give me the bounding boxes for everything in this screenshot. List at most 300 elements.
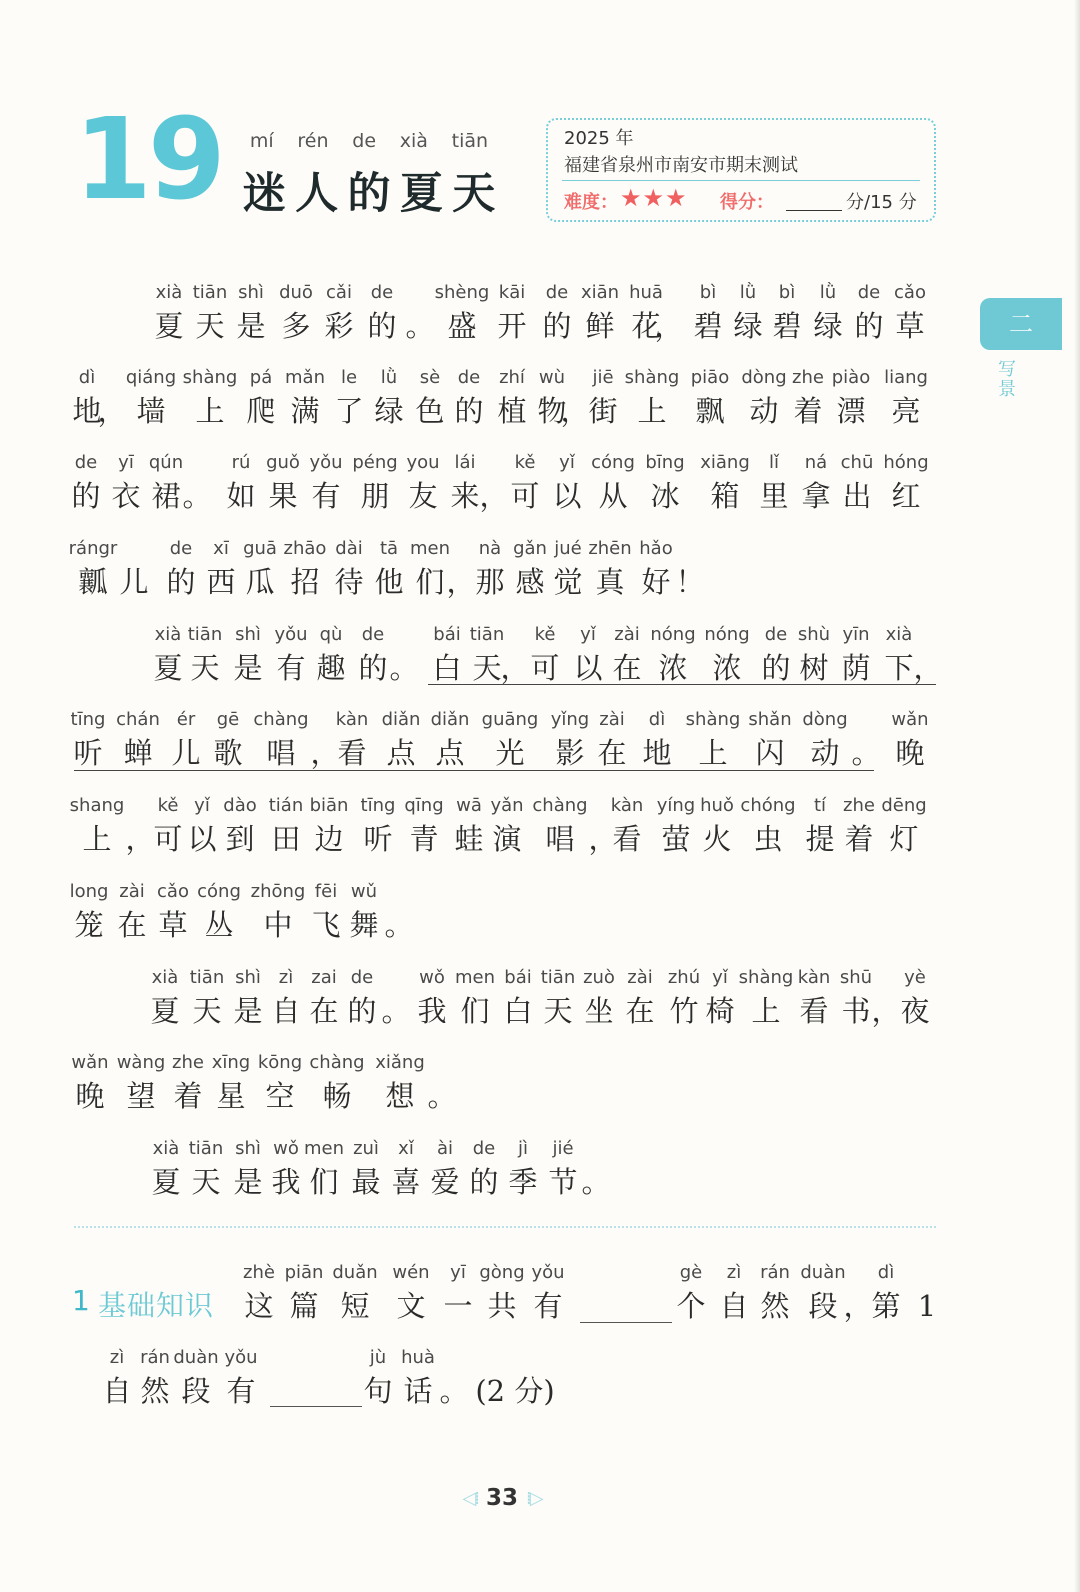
pinyin: zài [119,881,145,902]
hanzi: ， [654,309,684,343]
hanzi: 红 [891,479,921,513]
pinyin: shū [839,967,873,988]
hanzi: 白 [503,994,533,1028]
hanzi: 书 [841,994,871,1028]
pinyin: tiān [188,1138,224,1159]
pinyin: de [472,1138,496,1159]
pinyin: kě [534,624,556,645]
score-label: 得分： [720,192,774,213]
passage-char-cell [620,536,760,602]
hanzi: 一 [443,1289,473,1323]
pinyin: jù [369,1347,387,1368]
hanzi: 街 [588,394,618,428]
hanzi: 灯 [889,822,919,856]
hanzi: 花 [631,309,661,343]
pinyin: duàn [173,1347,219,1368]
pinyin: yǐ [194,795,210,816]
hanzi: 夏 [151,1165,181,1199]
question-char-cell [478,1260,618,1326]
difficulty-label: 难度： [564,192,618,213]
pinyin: tiān [189,967,225,988]
pinyin: shàng [624,367,680,388]
hanzi: ， [125,822,155,856]
hanzi: 可 [153,822,183,856]
pinyin: guǒ [266,452,300,473]
passage-line [0,622,1080,692]
hanzi: 西 [206,565,236,599]
hanzi: 友 [408,479,438,513]
hanzi: 喜 [391,1165,421,1199]
hanzi: 们 [415,565,445,599]
difficulty-stars-icon: ★★★ [620,184,688,212]
pinyin: xià [154,624,182,645]
hanzi: 望 [126,1079,156,1113]
pinyin: qún [148,452,184,473]
hanzi: 在 [309,994,339,1028]
hanzi: 果 [268,479,298,513]
hanzi: 在 [612,651,642,685]
pinyin: bīng [645,452,685,473]
answer-blank-sentences[interactable] [270,1406,362,1407]
passage-line [0,1050,1080,1120]
pinyin: zhe [172,1052,204,1073]
title-char: 夏 [399,169,443,219]
pinyin: huǒ [700,795,734,816]
hanzi: 色 [415,394,445,428]
pinyin: piào [831,367,871,388]
pinyin: dēng [881,795,927,816]
pinyin: diǎn [430,709,470,730]
hanzi: 看 [612,822,642,856]
pinyin: duō [279,282,313,303]
hanzi: 们 [309,1165,339,1199]
pinyin: shì [235,967,261,988]
pinyin: tīng [360,795,396,816]
pinyin: qù [319,624,343,645]
passage-line [0,450,1080,520]
pinyin: yíng [656,795,696,816]
hanzi: 。 [389,651,419,685]
hanzi: 句 [363,1374,393,1408]
hanzi: 有 [533,1289,563,1323]
hanzi: 想 [385,1079,415,1113]
passage-line [0,1136,1080,1206]
passage-line [0,280,1080,350]
hanzi: 绿 [733,309,763,343]
hanzi: 待 [334,565,364,599]
hanzi: 盛 [447,309,477,343]
hanzi: 提 [805,822,835,856]
pinyin: xiān [580,282,620,303]
hanzi: 。 [405,309,435,343]
pinyin: de [545,282,569,303]
pinyin: bì [699,282,717,303]
pinyin: yǎn [490,795,524,816]
answer-blank-paragraphs[interactable] [580,1322,672,1323]
title-pinyin: tiān [451,130,489,152]
pinyin: de [361,624,385,645]
question-line [0,1345,1080,1415]
pinyin: wǒ [273,1138,299,1159]
hanzi: 自 [271,994,301,1028]
passage-char-cell [845,965,985,1031]
hanzi: 可 [530,651,560,685]
pinyin: ài [436,1138,454,1159]
passage-line [0,536,1080,606]
hanzi: 边 [314,822,344,856]
pinyin: de [457,367,481,388]
hanzi: 里 [759,479,789,513]
hanzi: 如 [226,479,256,513]
hanzi: 夏 [150,994,180,1028]
hanzi: 影 [555,736,585,770]
pinyin: men [409,538,451,559]
hanzi: 季 [508,1165,538,1199]
hanzi: 歌 [213,736,243,770]
hanzi: 动 [810,736,840,770]
hanzi: 天 [191,1165,221,1199]
pinyin: dài [335,538,363,559]
pinyin: wàng [116,1052,166,1073]
hanzi: 天 [543,994,573,1028]
hanzi: ， [446,565,476,599]
title-char: 人 [295,169,339,219]
hanzi: 听 [363,822,393,856]
hanzi: 1 [917,1289,937,1323]
hanzi: 在 [597,736,627,770]
hanzi: 天 [472,651,502,685]
passage-char-cell [840,707,980,773]
hanzi: 这 [244,1289,274,1323]
hanzi: 天 [195,309,225,343]
title-pinyin: rén [297,130,329,152]
pinyin: gòng [479,1262,525,1283]
hanzi: ， [97,394,127,428]
hanzi: 从 [598,479,628,513]
hanzi: 节 [548,1165,578,1199]
pinyin: yǐ [580,624,596,645]
hanzi: 裙 [151,479,181,513]
hanzi: 畅 [322,1079,352,1113]
unit-tab[interactable]: 二 [980,298,1062,350]
hanzi: 绿 [813,309,843,343]
hanzi: 了 [334,394,364,428]
hanzi: 晚 [895,736,925,770]
pinyin: chū [840,452,874,473]
question-char-cell [857,1260,997,1326]
hanzi: 我 [417,994,447,1028]
pinyin: huā [629,282,663,303]
hanzi: 空 [265,1079,295,1113]
pinyin: zhe [843,795,875,816]
hanzi: 听 [73,736,103,770]
hanzi: 是 [233,1165,263,1199]
pinyin [620,536,760,562]
pinyin: shǎn [748,709,792,730]
hanzi: 看 [337,736,367,770]
exam-year: 2025 年 [564,128,634,149]
pinyin: shì [235,624,261,645]
hanzi: 地 [642,736,672,770]
pinyin: wén [392,1262,430,1283]
pinyin: wǎn [891,709,929,730]
hanzi: 夏 [153,651,183,685]
pinyin: jué [554,538,582,559]
hanzi: 墙 [136,394,166,428]
hanzi: 有 [276,651,306,685]
hanzi: 。 [581,1165,611,1199]
pinyin: xià [155,282,183,303]
hanzi: 。 [439,1374,469,1408]
lesson-title [238,130,500,221]
hanzi: 的 [347,994,377,1028]
hanzi: 们 [460,994,490,1028]
hanzi: 到 [225,822,255,856]
hanzi: 物 [537,394,567,428]
pinyin: cóng [591,452,635,473]
pinyin: zhēn [588,538,632,559]
hanzi: 段 [181,1374,211,1408]
hanzi: 儿 [171,736,201,770]
pinyin: xià [152,1138,180,1159]
hanzi: 植 [497,394,527,428]
pinyin: de [857,282,881,303]
passage-line [0,707,1080,777]
question-number: 1 [72,1284,90,1317]
hanzi: 。 [182,479,212,513]
pinyin: liang [884,367,928,388]
hanzi: 的 [367,309,397,343]
hanzi: 飞 [311,908,341,942]
hanzi: 的 [542,309,572,343]
page-number: 33 [485,1485,518,1511]
pinyin: chàng [253,709,309,730]
pinyin: cóng [197,881,241,902]
hanzi: ， [843,1289,873,1323]
passage-char-cell [836,365,976,431]
hanzi: 我 [271,1165,301,1199]
passage-char-cell [372,1050,512,1116]
pinyin: fēi [314,881,338,902]
hanzi: 的 [761,651,791,685]
pinyin: biān [309,795,349,816]
pinyin: lái [454,452,476,473]
title-pinyin: de [352,130,377,152]
pinyin: jì [517,1138,528,1159]
hanzi: 竹 [669,994,699,1028]
hanzi: 彩 [324,309,354,343]
pinyin: yǐng [550,709,590,730]
pinyin: guā [243,538,277,559]
passage-char-cell [526,1136,666,1202]
pinyin: jiē [592,367,614,388]
pinyin: chán [116,709,160,730]
pinyin [372,1050,512,1076]
pinyin: cǎo [157,881,189,902]
hanzi: 他 [374,565,404,599]
pinyin: xiāng [700,452,750,473]
hanzi: 最 [351,1165,381,1199]
pinyin [857,1260,997,1286]
hanzi: 点 [435,736,465,770]
pinyin: zhāo [283,538,327,559]
hanzi: 有 [311,479,341,513]
pinyin: tā [379,538,399,559]
hanzi: 的 [469,1165,499,1199]
pinyin: wǎn [71,1052,109,1073]
hanzi: 蝉 [123,736,153,770]
title-char: 的 [347,169,391,219]
page-deco-left-icon: ◁⁞ [462,1487,478,1509]
pinyin: rú [231,452,251,473]
pinyin: zhe [792,367,824,388]
hanzi: 唱 [266,736,296,770]
pinyin: yī [450,1262,466,1283]
pinyin: zai [311,967,337,988]
pinyin: duàn [800,1262,846,1283]
passage-char-cell [840,280,980,346]
hanzi: 段 [808,1289,838,1323]
hanzi: 碧 [693,309,723,343]
hanzi: 多 [281,309,311,343]
pinyin: jié [552,1138,574,1159]
pinyin: péng [352,452,398,473]
pinyin: duǎn [332,1262,378,1283]
hanzi: 浓 [712,651,742,685]
pinyin: kàn [610,795,644,816]
pinyin: lǜ [819,282,837,303]
pinyin: de [764,624,788,645]
hanzi: ！ [675,565,705,599]
pinyin: zài [599,709,625,730]
hanzi: 碧 [772,309,802,343]
hanzi: 自 [102,1374,132,1408]
hanzi: 第 [871,1289,901,1323]
hanzi: 草 [158,908,188,942]
pinyin: kàn [797,967,831,988]
info-divider [562,180,920,181]
question-label: 基础知识 [98,1289,215,1322]
hanzi: 椅 [705,994,735,1028]
pinyin: yǒu [274,624,308,645]
pinyin: you [406,452,440,473]
hanzi: 拿 [801,479,831,513]
pinyin: nóng [650,624,696,645]
hanzi: 觉 [553,565,583,599]
hanzi: 满 [290,394,320,428]
hanzi: 短 [340,1289,370,1323]
hanzi: 在 [625,994,655,1028]
pinyin: wǔ [350,881,378,902]
pinyin: dòng [741,367,787,388]
hanzi: 树 [799,651,829,685]
pinyin: yǒu [309,452,343,473]
hanzi: 飘 [695,394,725,428]
hanzi: 以 [552,479,582,513]
pinyin: shàng [685,709,741,730]
pinyin: xià [885,624,913,645]
pinyin: xià [151,967,179,988]
score-total: 分/15 分 [846,192,917,213]
hanzi: 文 [396,1289,426,1323]
hanzi: 出 [842,479,872,513]
pinyin: yǐ [559,452,575,473]
lesson-number: 19 [74,95,222,225]
hanzi: 冰 [650,479,680,513]
hanzi: 瓤 [78,565,108,599]
hanzi: 夏 [154,309,184,343]
pinyin: shì [235,1138,261,1159]
hanzi: 着 [173,1079,203,1113]
pinyin: ér [176,709,196,730]
pinyin: zhè [243,1262,275,1283]
pinyin: tí [813,795,827,816]
hanzi: 着 [844,822,874,856]
hanzi: 丛 [204,908,234,942]
unit-tab-label: 写景 [998,359,1016,400]
hanzi: 地 [72,394,102,428]
title-char: 迷 [242,169,286,219]
pinyin: kàn [335,709,369,730]
pinyin: zuò [583,967,615,988]
pinyin: de [370,282,394,303]
pinyin: cǎi [326,282,352,303]
pinyin: lǜ [380,367,398,388]
score-blank[interactable] [786,210,842,211]
pinyin: diǎn [381,709,421,730]
pinyin: zhú [667,967,701,988]
pinyin: tiān [192,282,228,303]
pinyin: tián [268,795,304,816]
hanzi: 爬 [246,394,276,428]
pinyin: piān [284,1262,324,1283]
pinyin: bái [504,967,532,988]
pinyin: wǒ [419,967,445,988]
pinyin: dào [223,795,257,816]
pinyin: chóng [740,795,796,816]
hanzi: 浓 [658,651,688,685]
pinyin: shèng [434,282,490,303]
hanzi: 朋 [360,479,390,513]
page-deco-right-icon: ⁞▷ [526,1487,542,1509]
hanzi: ， [479,479,509,513]
hanzi: 然 [140,1374,170,1408]
hanzi: ， [913,651,943,685]
hanzi: ， [871,994,901,1028]
hanzi: ， [310,736,340,770]
passage-char-cell [836,450,976,516]
pinyin: tīng [70,709,106,730]
passage-line [0,879,1080,949]
hanzi: 荫 [841,651,871,685]
hanzi: 儿 [119,565,149,599]
pinyin: sè [419,367,441,388]
pinyin: men [303,1138,345,1159]
hanzi: 以 [573,651,603,685]
hanzi: 上 [82,822,112,856]
hanzi: 。 [851,736,881,770]
hanzi: 在 [117,908,147,942]
pinyin: qīng [404,795,444,816]
hanzi: 的 [854,309,884,343]
passage-line [0,965,1080,1035]
pinyin: rán [140,1347,170,1368]
hanzi: 。 [381,994,411,1028]
pinyin: lǜ [739,282,757,303]
pinyin: rán [760,1262,790,1283]
hanzi: ， [500,651,530,685]
hanzi: 有 [226,1374,256,1408]
